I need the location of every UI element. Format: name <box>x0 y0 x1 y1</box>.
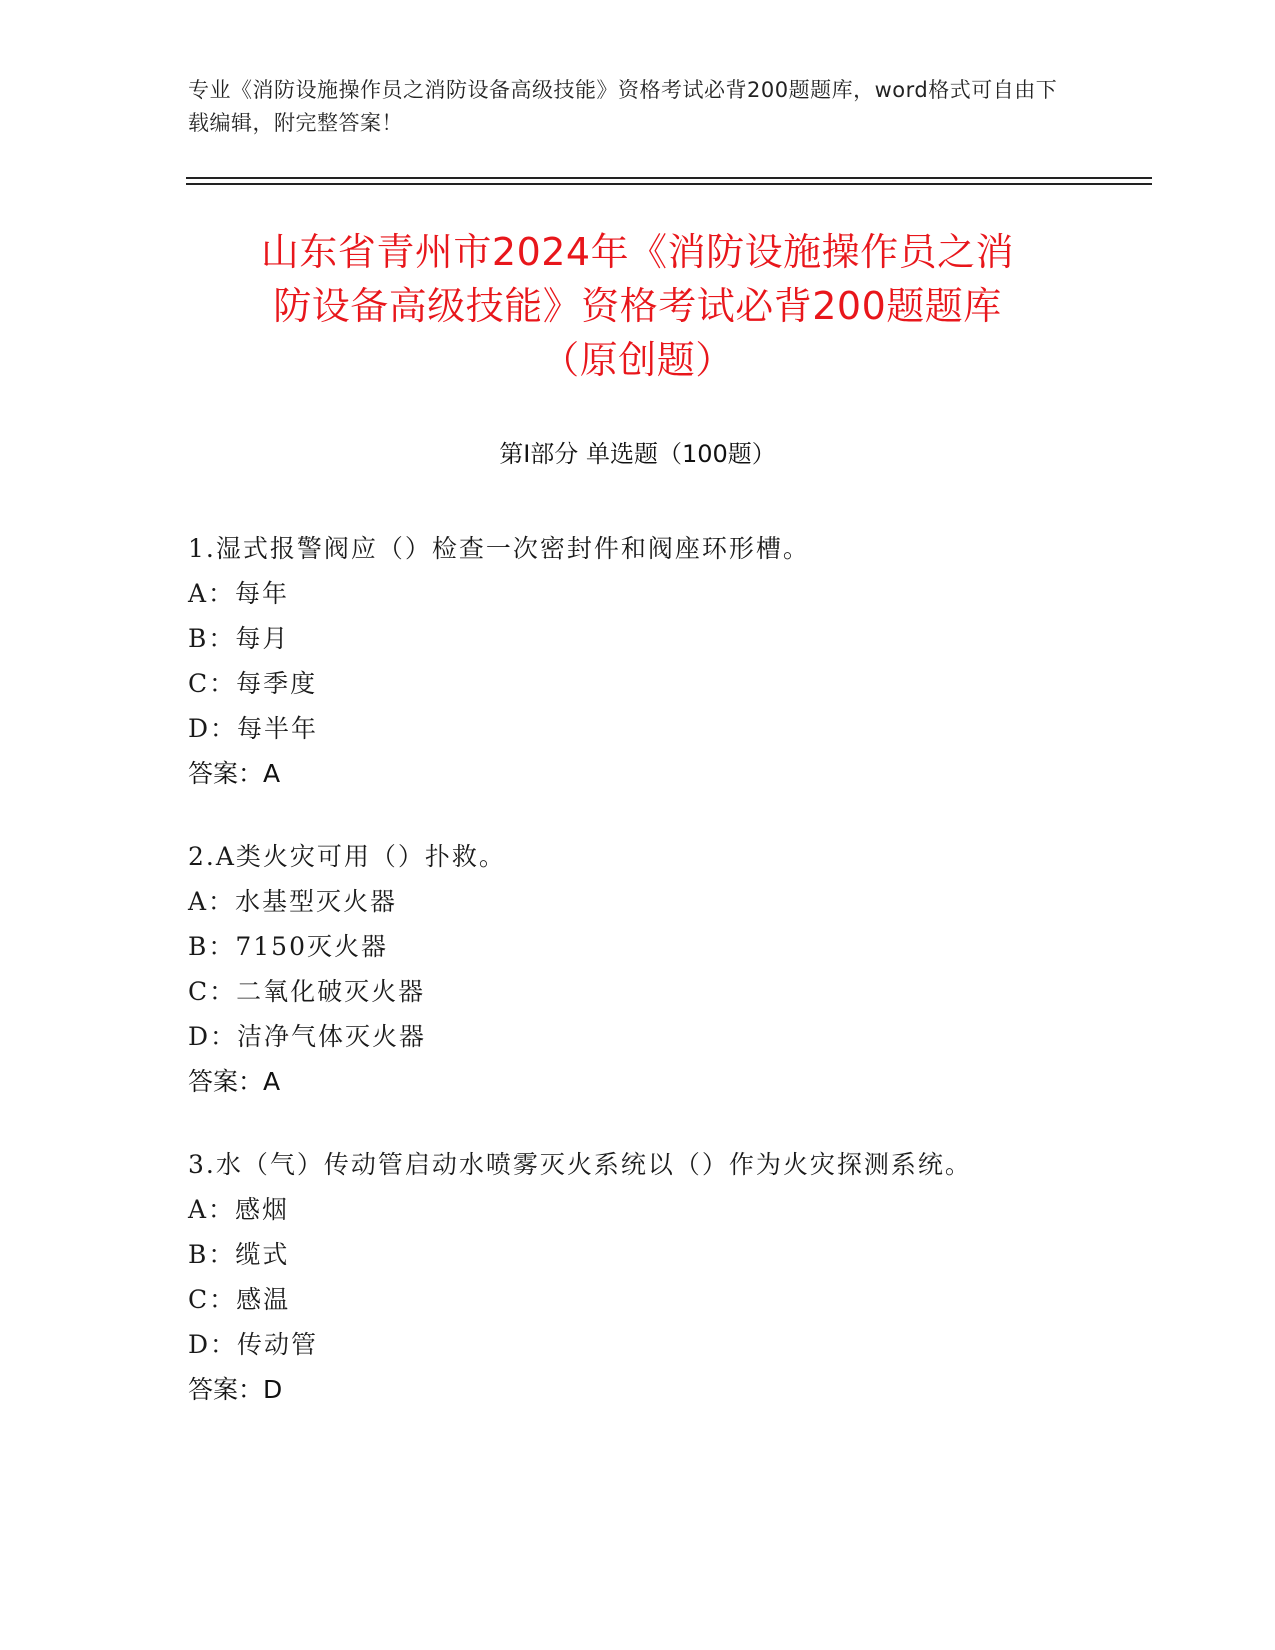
question-item <box>188 1142 1188 1412</box>
title-line-1: 山东省青州市2024年《消防设施操作员之消 <box>260 230 1015 274</box>
option-a: A：感烟 <box>188 1195 290 1224</box>
answer-line: 答案：A <box>188 1067 281 1096</box>
question-stem: 2.A类火灾可用（）扑救。 <box>188 842 506 871</box>
question-list <box>188 526 1188 1450</box>
option-c: C：感温 <box>188 1285 291 1314</box>
option-b: B：缆式 <box>188 1240 290 1269</box>
section-title: 第Ⅰ部分 单选题（100题） <box>499 440 776 468</box>
option-a: A：水基型灭火器 <box>188 887 398 916</box>
option-b: B：每月 <box>188 624 290 653</box>
option-d: D：每半年 <box>188 714 319 743</box>
option-d: D：洁净气体灭火器 <box>188 1022 427 1051</box>
header-divider-bottom <box>186 183 1152 185</box>
document-title <box>150 225 1125 387</box>
header-divider-top <box>186 177 1152 179</box>
title-line-2: 防设备高级技能》资格考试必背200题题库 <box>273 284 1002 328</box>
question-stem: 3.水（气）传动管启动水喷雾灭火系统以（）作为火灾探测系统。 <box>188 1150 972 1179</box>
option-a: A：每年 <box>188 579 290 608</box>
option-b: B：7150灭火器 <box>188 932 388 961</box>
option-c: C：每季度 <box>188 669 318 698</box>
option-d: D：传动管 <box>188 1330 319 1359</box>
header-note: 专业《消防设施操作员之消防设备高级技能》资格考试必背200题题库，word格式可自由下载编辑，附完整答案！ <box>188 78 1058 135</box>
option-c: C：二氧化破灭火器 <box>188 977 426 1006</box>
answer-line: 答案：A <box>188 759 281 788</box>
title-line-3: （原创题） <box>541 338 734 382</box>
question-stem: 1.湿式报警阀应（）检查一次密封件和阀座环形槽。 <box>188 534 810 563</box>
question-item <box>188 834 1188 1104</box>
question-item <box>188 526 1188 796</box>
answer-line: 答案：D <box>188 1375 283 1404</box>
